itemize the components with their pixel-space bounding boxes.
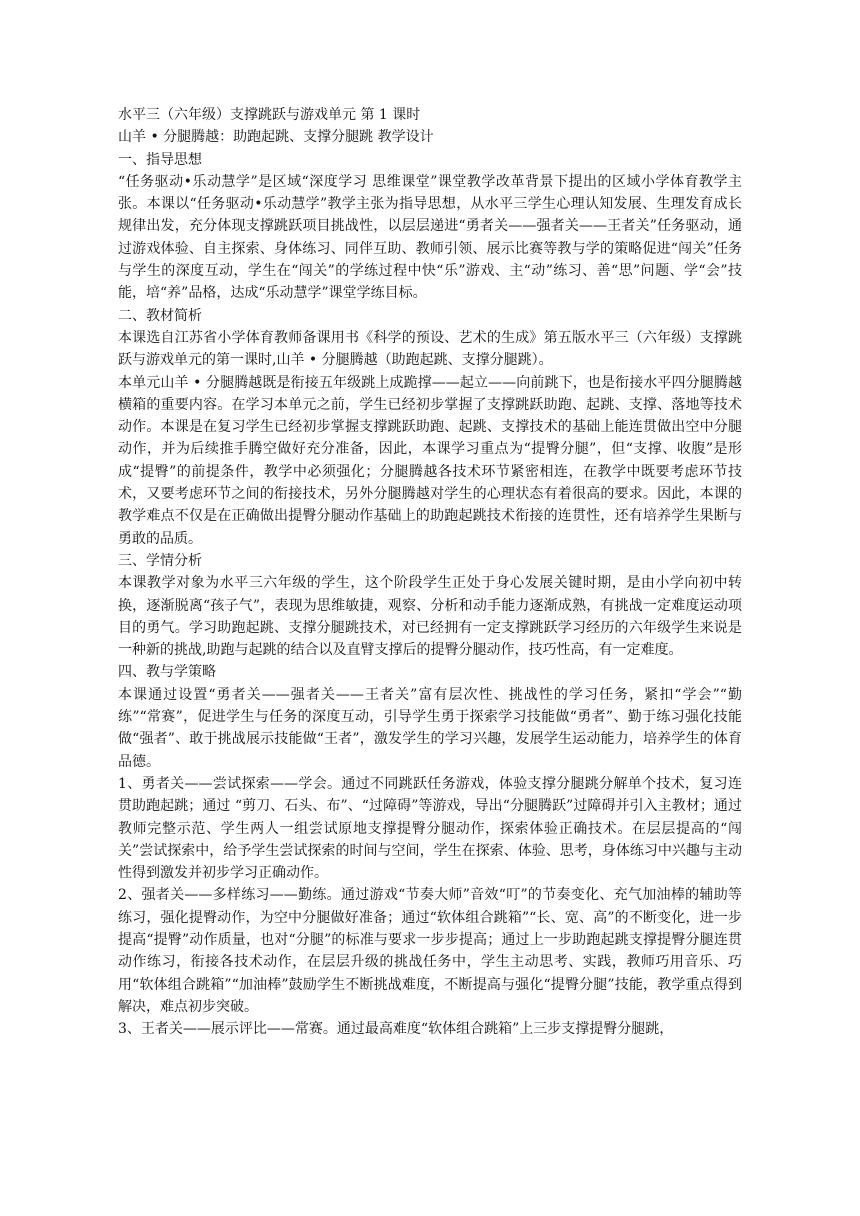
section-4-heading: 四、教与学策略 (118, 664, 216, 681)
section-2-heading: 二、教材简析 (118, 307, 202, 324)
document-page (118, 104, 742, 1040)
section-3-paragraph: 本课教学对象为水平三六年级的学生，这个阶段学生正处于身心发展关键时期，是由小学向初中转换，逐渐脱离“孩子气”，表现为思维敏捷，观察、分析和动手能力逐渐成熟，有挑战一定难度运动项目的勇气。学习助跑起跳、支撑分腿跳技术，对已经拥有一定支撑跳跃学习经历的六年级学生来说是一种新的挑战,助跑与起跳的结合以及直臂支撑后的提臀分腿动作，技巧性高，有一定难度。 (118, 575, 742, 659)
section-3-heading: 三、学情分析 (118, 552, 202, 569)
section-2-paragraph-1: 本课选自江苏省小学体育教师备课用书《科学的预设、艺术的生成》第五版水平三（六年级）支撑跳跃与游戏单元的第一课时,山羊 • 分腿腾越（助跑起跳、支撑分腿跳）。 (118, 329, 742, 369)
section-4-paragraph: 本课通过设置“勇者关——强者关——王者关”富有层次性、挑战性的学习任务，紧扣“学会”“勤练”“常赛”，促进学生与任务的深度互动，引导学生勇于探索学习技能做“勇者”、勤于练习强化技能做“强者”、敢于挑战展示技能做“王者”，激发学生的学习兴趣，发展学生运动能力，培养学生的体育品德。 (118, 686, 742, 770)
section-4-item-1: 1、勇者关——尝试探索——学会。通过不同跳跃任务游戏，体验支撑分腿跳分解单个技术，复习连贯助跑起跳；通过 “剪刀、石头、布”、“过障碍”等游戏，导出“分腿腾跃”过障碍并引入主教材；通过教师完整示范、学生两人一组尝试原地支撑提臀分腿动作，探索体验正确技术。在层层提高的“闯关”尝试探索中，给予学生尝试探索的时间与空间，学生在探索、体验、思考，身体练习中兴趣与主动性得到激发并初步学习正确动作。 (118, 775, 742, 882)
section-1-heading: 一、指导思想 (118, 151, 202, 168)
title-line-1: 水平三（六年级）支撑跳跃与游戏单元 第 1 课时 (118, 107, 421, 123)
section-4-item-2: 2、强者关——多样练习——勤练。通过游戏“节奏大师”音效“叮”的节奏变化、充气加油棒的辅助等练习，强化提臀动作，为空中分腿做好准备；通过“软体组合跳箱”“长、宽、高”的不断变化，进一步提高“提臀”动作质量，也对“分腿”的标准与要求一步步提高；通过上一步助跑起跳支撑提臀分腿连贯动作练习，衔接各技术动作，在层层升级的挑战任务中，学生主动思考、实践，教师巧用音乐、巧用“软体组合跳箱”“加油棒”鼓励学生不断挑战难度，不断提高与强化“提臀分腿”技能，教学重点得到解决，难点初步突破。 (118, 887, 742, 1015)
section-1-paragraph: “任务驱动•乐动慧学”是区域“深度学习 思维课堂”课堂教学改革背景下提出的区域小学体育教学主张。本课以“任务驱动•乐动慧学”教学主张为指导思想，从水平三学生心理认知发展、生理发育成长规律出发，充分体现支撑跳跃项目挑战性，以层层递进“勇者关——强者关——王者关”任务驱动，通过游戏体验、自主探索、身体练习、同伴互助、教师引领、展示比赛等教与学的策略促进“闯关”任务与学生的深度互动，学生在“闯关”的学练过程中快“乐”游戏、主“动”练习、善“思”问题、学“会”技能，培“养”品格，达成“乐动慧学”课堂学练目标。 (118, 173, 742, 302)
section-2-paragraph-2: 本单元山羊 • 分腿腾越既是衔接五年级跳上成跪撑——起立——向前跳下，也是衔接水平四分腿腾越横箱的重要内容。在学习本单元之前，学生已经初步掌握了支撑跳跃助跑、起跳、支撑、落地等技术动作。本课是在复习学生已经初步掌握支撑跳跃助跑、起跳、支撑技术的基础上能连贯做出空中分腿动作，并为后续推手腾空做好充分准备，因此，本课学习重点为“提臀分腿”，但“支撑、收腹”是形成“提臀”的前提条件，教学中必须强化；分腿腾越各技术环节紧密相连，在教学中既要考虑环节技术，又要考虑环节之间的衔接技术，另外分腿腾越对学生的心理状态有着很高的要求。因此，本课的教学难点不仅是在正确做出提臀分腿动作基础上的助跑起跳技术衔接的连贯性，还有培养学生果断与勇敢的品质。 (118, 374, 742, 547)
title-line-2: 山羊 • 分腿腾越：助跑起跳、支撑分腿跳 教学设计 (118, 129, 434, 146)
section-4-item-3: 3、王者关——展示评比——常赛。通过最高难度“软体组合跳箱”上三步支撑提臀分腿跳， (118, 1021, 674, 1038)
